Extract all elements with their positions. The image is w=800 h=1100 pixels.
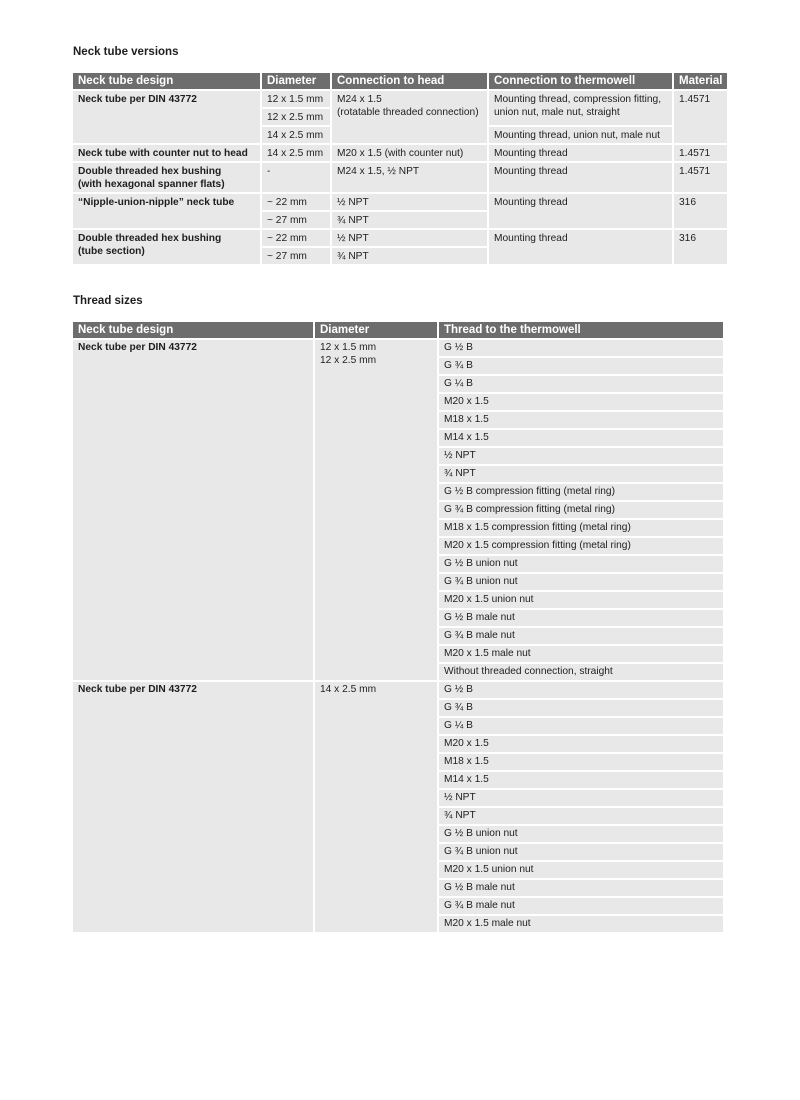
head-connection-line: M24 x 1.5 bbox=[337, 94, 382, 105]
thread-cell: Without threaded connection, straight bbox=[439, 664, 723, 680]
thread-cell: M18 x 1.5 compression fitting (metal ring) bbox=[439, 520, 723, 536]
thread-cell: G ½ B male nut bbox=[439, 610, 723, 626]
thermowell-connection-cell: Mounting thread bbox=[489, 230, 672, 264]
thread-cell: G ½ B male nut bbox=[439, 880, 723, 896]
neck-tube-versions-table bbox=[71, 71, 729, 266]
diameter-cell: 12 x 1.5 mm bbox=[262, 91, 330, 107]
thread-cell: ¾ NPT bbox=[439, 808, 723, 824]
thread-sizes-table bbox=[71, 320, 725, 934]
material-cell: 316 bbox=[674, 230, 727, 264]
thermowell-connection-cell bbox=[489, 91, 672, 125]
design-line: (with hexagonal spanner flats) bbox=[78, 179, 225, 190]
diameter-line: 12 x 2.5 mm bbox=[320, 355, 377, 366]
thread-cell: G ¼ B bbox=[439, 376, 723, 392]
column-header: Connection to thermowell bbox=[489, 73, 672, 89]
material-cell: 316 bbox=[674, 194, 727, 228]
diameter-cell: ~ 22 mm bbox=[262, 230, 330, 246]
diameter-line: 12 x 1.5 mm bbox=[320, 342, 377, 353]
section-title-thread-sizes: Thread sizes bbox=[73, 295, 143, 307]
thread-cell: G ½ B bbox=[439, 682, 723, 698]
design-cell: Neck tube per DIN 43772 bbox=[73, 91, 260, 143]
design-line: (tube section) bbox=[78, 246, 145, 257]
diameter-cell: ~ 27 mm bbox=[262, 212, 330, 228]
thermowell-connection-cell: Mounting thread bbox=[489, 163, 672, 192]
material-cell: 1.4571 bbox=[674, 145, 727, 161]
thread-cell: M20 x 1.5 male nut bbox=[439, 646, 723, 662]
table-row bbox=[73, 230, 727, 246]
thread-cell: ¾ NPT bbox=[439, 466, 723, 482]
column-header: Connection to head bbox=[332, 73, 487, 89]
thread-cell: M20 x 1.5 compression fitting (metal ring) bbox=[439, 538, 723, 554]
thread-cell: G ½ B union nut bbox=[439, 556, 723, 572]
table-row bbox=[73, 145, 727, 161]
thread-cell: G ¾ B bbox=[439, 358, 723, 374]
table-row bbox=[73, 340, 723, 356]
thread-cell: ½ NPT bbox=[439, 790, 723, 806]
column-header: Diameter bbox=[315, 322, 437, 338]
head-connection-line: (rotatable threaded connection) bbox=[337, 107, 479, 118]
thread-cell: M20 x 1.5 union nut bbox=[439, 862, 723, 878]
thermowell-connection-cell: Mounting thread bbox=[489, 145, 672, 161]
diameter-cell: 12 x 2.5 mm bbox=[262, 109, 330, 125]
design-cell bbox=[73, 230, 260, 264]
thread-cell: M18 x 1.5 bbox=[439, 754, 723, 770]
head-connection-cell bbox=[332, 91, 487, 143]
thread-cell: ½ NPT bbox=[439, 448, 723, 464]
head-connection-cell: M24 x 1.5, ½ NPT bbox=[332, 163, 487, 192]
thread-cell: M18 x 1.5 bbox=[439, 412, 723, 428]
diameter-cell bbox=[315, 340, 437, 680]
thread-cell: G ¾ B compression fitting (metal ring) bbox=[439, 502, 723, 518]
table-header-row bbox=[73, 73, 727, 89]
thermowell-connection-line: union nut, male nut, straight bbox=[494, 107, 620, 118]
diameter-cell: 14 x 2.5 mm bbox=[262, 145, 330, 161]
diameter-cell: 14 x 2.5 mm bbox=[315, 682, 437, 932]
thread-cell: M20 x 1.5 union nut bbox=[439, 592, 723, 608]
thread-cell: G ¾ B male nut bbox=[439, 898, 723, 914]
design-line: Double threaded hex bushing bbox=[78, 166, 222, 177]
thread-cell: G ½ B bbox=[439, 340, 723, 356]
thermowell-connection-cell: Mounting thread bbox=[489, 194, 672, 228]
head-connection-cell: ¾ NPT bbox=[332, 248, 487, 264]
design-cell: Neck tube per DIN 43772 bbox=[73, 340, 313, 680]
column-header: Neck tube design bbox=[73, 73, 260, 89]
thread-cell: M14 x 1.5 bbox=[439, 430, 723, 446]
thread-cell: G ¾ B union nut bbox=[439, 574, 723, 590]
section-title-neck-tube-versions: Neck tube versions bbox=[73, 46, 179, 58]
material-cell: 1.4571 bbox=[674, 163, 727, 192]
thread-cell: M20 x 1.5 bbox=[439, 394, 723, 410]
design-cell: Neck tube per DIN 43772 bbox=[73, 682, 313, 932]
thread-cell: M20 x 1.5 male nut bbox=[439, 916, 723, 932]
head-connection-cell: ½ NPT bbox=[332, 194, 487, 210]
diameter-cell: 14 x 2.5 mm bbox=[262, 127, 330, 143]
design-line: Double threaded hex bushing bbox=[78, 233, 222, 244]
design-cell: Neck tube with counter nut to head bbox=[73, 145, 260, 161]
table-row bbox=[73, 163, 727, 192]
column-header: Diameter bbox=[262, 73, 330, 89]
table-header-row bbox=[73, 322, 723, 338]
head-connection-cell: M20 x 1.5 (with counter nut) bbox=[332, 145, 487, 161]
thread-cell: G ¾ B union nut bbox=[439, 844, 723, 860]
design-cell bbox=[73, 163, 260, 192]
thread-cell: G ½ B union nut bbox=[439, 826, 723, 842]
thread-cell: M20 x 1.5 bbox=[439, 736, 723, 752]
table-row bbox=[73, 682, 723, 698]
column-header: Thread to the thermowell bbox=[439, 322, 723, 338]
table-row bbox=[73, 91, 727, 107]
thread-cell: G ¾ B male nut bbox=[439, 628, 723, 644]
design-cell: “Nipple-union-nipple” neck tube bbox=[73, 194, 260, 228]
diameter-cell: - bbox=[262, 163, 330, 192]
column-header: Material bbox=[674, 73, 727, 89]
table-row bbox=[73, 194, 727, 210]
thread-cell: M14 x 1.5 bbox=[439, 772, 723, 788]
thread-cell: G ½ B compression fitting (metal ring) bbox=[439, 484, 723, 500]
thread-cell: G ¾ B bbox=[439, 700, 723, 716]
thermowell-connection-line: Mounting thread, compression fitting, bbox=[494, 94, 662, 105]
material-cell: 1.4571 bbox=[674, 91, 727, 143]
thermowell-connection-cell: Mounting thread, union nut, male nut bbox=[489, 127, 672, 143]
thread-cell: G ¼ B bbox=[439, 718, 723, 734]
head-connection-cell: ¾ NPT bbox=[332, 212, 487, 228]
head-connection-cell: ½ NPT bbox=[332, 230, 487, 246]
diameter-cell: ~ 27 mm bbox=[262, 248, 330, 264]
diameter-cell: ~ 22 mm bbox=[262, 194, 330, 210]
column-header: Neck tube design bbox=[73, 322, 313, 338]
